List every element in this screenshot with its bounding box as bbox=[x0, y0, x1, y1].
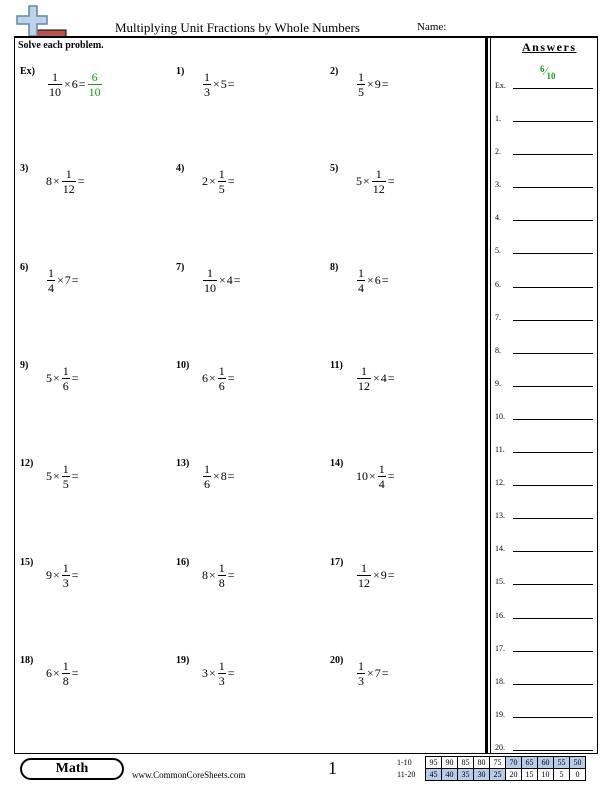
fraction bbox=[203, 70, 211, 99]
answer-row bbox=[495, 138, 593, 158]
answer-label: 4. bbox=[495, 213, 501, 223]
equals-sign: = bbox=[78, 77, 86, 91]
times-sign: × bbox=[213, 469, 220, 483]
answer-blank[interactable] bbox=[513, 684, 593, 685]
score-row bbox=[397, 769, 586, 781]
score-cell: 60 bbox=[538, 757, 554, 769]
times-sign: × bbox=[209, 174, 216, 188]
problem-expression bbox=[202, 70, 236, 99]
denominator: 12 bbox=[358, 576, 370, 590]
equals-sign: = bbox=[381, 666, 389, 680]
problem-expression bbox=[46, 659, 80, 688]
whole-number: 9 bbox=[46, 568, 52, 582]
answer-row bbox=[495, 105, 593, 125]
example-expression bbox=[47, 70, 103, 99]
fraction bbox=[47, 266, 55, 295]
problem-expression bbox=[46, 167, 86, 196]
problem-expression bbox=[356, 266, 390, 295]
denominator: 10 bbox=[204, 281, 216, 295]
equals-sign: = bbox=[233, 273, 241, 287]
fraction bbox=[62, 462, 70, 491]
answer-row bbox=[495, 304, 593, 324]
score-cell: 70 bbox=[506, 757, 522, 769]
fraction bbox=[357, 70, 365, 99]
equals-sign: = bbox=[381, 77, 389, 91]
problem-expression bbox=[356, 70, 390, 99]
answer-denominator: 10 bbox=[88, 85, 101, 99]
page-number: 1 bbox=[328, 758, 337, 778]
whole-number: 8 bbox=[220, 469, 227, 483]
equals-sign: = bbox=[71, 273, 79, 287]
numerator: 1 bbox=[204, 70, 210, 84]
fraction bbox=[62, 659, 70, 688]
denominator: 3 bbox=[62, 576, 69, 590]
answer-label: 1. bbox=[495, 114, 501, 123]
answer-blank[interactable] bbox=[513, 518, 593, 519]
problem-expression bbox=[356, 561, 396, 590]
score-cell: 25 bbox=[490, 769, 506, 781]
equals-sign: = bbox=[387, 174, 395, 188]
answer-blank[interactable] bbox=[513, 187, 593, 188]
score-row-label: 11-20 bbox=[397, 770, 416, 779]
denominator: 12 bbox=[358, 379, 370, 393]
score-cell: 85 bbox=[458, 757, 474, 769]
answer-blank[interactable] bbox=[513, 320, 593, 321]
denominator: 6 bbox=[204, 477, 210, 491]
fraction bbox=[218, 364, 226, 393]
numerator: 1 bbox=[361, 561, 367, 575]
fraction bbox=[62, 364, 70, 393]
whole-number: 5 bbox=[46, 469, 52, 483]
times-sign: × bbox=[209, 666, 216, 680]
answer-label: 2. bbox=[495, 147, 501, 157]
score-row-label: 1-10 bbox=[397, 758, 412, 767]
answer-blank[interactable] bbox=[513, 253, 593, 254]
problem-expression bbox=[202, 364, 236, 393]
times-sign: × bbox=[367, 273, 374, 287]
score-cell: 90 bbox=[442, 757, 458, 769]
answer-blank[interactable] bbox=[513, 485, 593, 486]
instructions: Solve each problem. bbox=[18, 40, 104, 51]
whole-number: 5 bbox=[220, 77, 227, 91]
problem-number: 2) bbox=[330, 66, 339, 77]
answer-row bbox=[495, 568, 593, 588]
whole-number: 6 bbox=[202, 371, 208, 385]
numerator: 1 bbox=[62, 561, 69, 575]
answer-row bbox=[495, 370, 593, 390]
equals-sign: = bbox=[227, 666, 235, 680]
example-answer: 6⁄10 bbox=[540, 64, 556, 81]
score-cell: 80 bbox=[474, 757, 490, 769]
score-row bbox=[397, 757, 586, 769]
answer-label: 13. bbox=[495, 511, 505, 521]
times-sign: × bbox=[209, 371, 216, 385]
equals-sign: = bbox=[227, 371, 235, 385]
answer-blank[interactable] bbox=[513, 584, 593, 585]
times-sign: × bbox=[53, 568, 60, 582]
whole-number: 9 bbox=[374, 77, 381, 91]
worksheet-title: Multiplying Unit Fractions by Whole Numbers bbox=[115, 20, 360, 35]
equals-sign: = bbox=[71, 568, 79, 582]
numerator: 1 bbox=[48, 266, 54, 280]
name-label: Name: bbox=[417, 21, 447, 33]
answer-row bbox=[495, 271, 593, 291]
answer-label: 5. bbox=[495, 246, 501, 256]
times-sign: × bbox=[53, 371, 60, 385]
denominator: 3 bbox=[218, 674, 225, 688]
problem-number: 15) bbox=[20, 557, 34, 568]
column-divider bbox=[486, 36, 488, 753]
answer-row bbox=[495, 237, 593, 257]
problem-number: 7) bbox=[176, 262, 185, 273]
score-table bbox=[397, 756, 586, 781]
equals-sign: = bbox=[227, 469, 235, 483]
fraction bbox=[62, 561, 70, 590]
fraction bbox=[218, 561, 226, 590]
whole-number: 5 bbox=[46, 371, 52, 385]
answer-blank[interactable] bbox=[513, 121, 593, 122]
fraction bbox=[203, 266, 217, 295]
score-cell: 35 bbox=[458, 769, 474, 781]
whole-number: 3 bbox=[202, 666, 208, 680]
answer-blank[interactable] bbox=[513, 220, 593, 221]
problem-expression bbox=[46, 462, 80, 491]
times-sign: × bbox=[373, 568, 380, 582]
problem-number: 8) bbox=[330, 262, 339, 273]
example-answer-fraction bbox=[88, 70, 102, 99]
problem-expression bbox=[356, 364, 396, 393]
numerator: 1 bbox=[218, 364, 225, 378]
problem-expression bbox=[46, 266, 80, 295]
answer-blank[interactable] bbox=[513, 452, 593, 453]
problem-expression bbox=[202, 659, 236, 688]
answer-blank[interactable] bbox=[513, 88, 593, 89]
fraction bbox=[357, 659, 365, 688]
score-cell: 45 bbox=[426, 769, 442, 781]
score-cell: 10 bbox=[538, 769, 554, 781]
equals-sign: = bbox=[71, 469, 79, 483]
answer-label: 15. bbox=[495, 577, 505, 587]
answer-label: Ex. bbox=[495, 81, 506, 90]
denominator: 4 bbox=[378, 477, 385, 491]
problem-expression bbox=[202, 462, 236, 491]
answer-row bbox=[495, 701, 593, 721]
numerator: 1 bbox=[207, 266, 213, 280]
times-sign: × bbox=[213, 77, 220, 91]
answer-label: 20. bbox=[495, 742, 505, 752]
answer-label: 16. bbox=[495, 610, 505, 620]
times-sign: × bbox=[367, 77, 374, 91]
denominator: 5 bbox=[218, 182, 225, 196]
score-cell: 5 bbox=[554, 769, 570, 781]
footer-rule bbox=[14, 753, 598, 754]
answer-row bbox=[495, 602, 593, 622]
whole-number: 9 bbox=[380, 568, 387, 582]
fraction bbox=[378, 462, 386, 491]
answer-row bbox=[495, 635, 593, 655]
times-sign: × bbox=[64, 77, 71, 91]
times-sign: × bbox=[363, 174, 370, 188]
equals-sign: = bbox=[387, 371, 395, 385]
denominator: 12 bbox=[62, 182, 75, 196]
score-cell: 30 bbox=[474, 769, 490, 781]
answer-blank[interactable] bbox=[513, 154, 593, 155]
answer-blank[interactable] bbox=[513, 651, 593, 652]
column-divider-inner bbox=[490, 36, 491, 753]
times-sign: × bbox=[57, 273, 64, 287]
denominator: 3 bbox=[204, 85, 210, 99]
times-sign: × bbox=[367, 666, 374, 680]
fraction bbox=[357, 561, 371, 590]
problem-number: 9) bbox=[20, 360, 29, 371]
fraction bbox=[218, 659, 226, 688]
numerator: 1 bbox=[218, 659, 225, 673]
answer-blank[interactable] bbox=[513, 386, 593, 387]
answer-row bbox=[495, 204, 593, 224]
whole-number: 5 bbox=[356, 174, 362, 188]
fraction bbox=[48, 70, 62, 99]
answer-label: 3. bbox=[495, 180, 501, 190]
whole-number: 6 bbox=[46, 666, 52, 680]
problem-expression bbox=[356, 167, 396, 196]
numerator: 1 bbox=[361, 364, 367, 378]
whole-number: 4 bbox=[380, 371, 387, 385]
whole-number: 8 bbox=[202, 568, 208, 582]
problem-expression bbox=[356, 659, 390, 688]
answer-label: 10. bbox=[495, 411, 505, 421]
answer-label: 6. bbox=[495, 279, 501, 289]
answer-label: 11. bbox=[495, 445, 505, 454]
answer-label: 14. bbox=[495, 544, 505, 554]
denominator: 4 bbox=[48, 281, 54, 295]
answer-label: 8. bbox=[495, 345, 501, 355]
problem-number: 18) bbox=[20, 655, 34, 666]
denominator: 5 bbox=[358, 85, 364, 99]
answer-row bbox=[495, 469, 593, 489]
score-cell: 65 bbox=[522, 757, 538, 769]
score-cell: 0 bbox=[570, 769, 586, 781]
problem-number: 4) bbox=[176, 163, 185, 174]
answer-label: 18. bbox=[495, 676, 505, 686]
answer-row-example bbox=[495, 72, 593, 92]
fraction bbox=[357, 266, 365, 295]
answer-blank[interactable] bbox=[513, 551, 593, 552]
times-sign: × bbox=[369, 469, 376, 483]
fraction bbox=[357, 364, 371, 393]
numerator: 1 bbox=[375, 167, 382, 181]
numerator: 1 bbox=[62, 462, 69, 476]
equals-sign: = bbox=[227, 174, 235, 188]
answer-blank[interactable] bbox=[513, 618, 593, 619]
whole-number: 6 bbox=[374, 273, 381, 287]
problem-number: 20) bbox=[330, 655, 344, 666]
denominator: 4 bbox=[358, 281, 364, 295]
equals-sign: = bbox=[71, 666, 79, 680]
answer-row bbox=[495, 436, 593, 456]
answer-row bbox=[495, 668, 593, 688]
denominator: 6 bbox=[218, 379, 225, 393]
problem-number: 1) bbox=[176, 66, 185, 77]
answer-blank[interactable] bbox=[513, 750, 593, 751]
answer-row bbox=[495, 502, 593, 522]
answer-row bbox=[495, 171, 593, 191]
answers-title: Answers bbox=[522, 40, 577, 54]
denominator: 5 bbox=[62, 477, 69, 491]
problem-number: 11) bbox=[330, 360, 343, 371]
equals-sign: = bbox=[77, 174, 85, 188]
answer-label: 7. bbox=[495, 312, 501, 322]
numerator: 1 bbox=[52, 70, 58, 84]
problem-number: 6) bbox=[20, 262, 29, 273]
fraction bbox=[62, 167, 76, 196]
times-sign: × bbox=[53, 666, 60, 680]
numerator: 1 bbox=[358, 659, 364, 673]
answer-blank[interactable] bbox=[513, 353, 593, 354]
score-cell: 75 bbox=[490, 757, 506, 769]
times-sign: × bbox=[53, 174, 60, 188]
numerator: 1 bbox=[218, 167, 225, 181]
problem-number: 16) bbox=[176, 557, 190, 568]
numerator: 1 bbox=[62, 659, 69, 673]
right-border bbox=[597, 36, 598, 753]
equals-sign: = bbox=[227, 77, 235, 91]
denominator: 8 bbox=[62, 674, 69, 688]
answer-row bbox=[495, 535, 593, 555]
problem-expression bbox=[46, 561, 80, 590]
fraction bbox=[372, 167, 386, 196]
answer-blank[interactable] bbox=[513, 287, 593, 288]
score-cell: 20 bbox=[506, 769, 522, 781]
answer-blank[interactable] bbox=[513, 419, 593, 420]
problem-expression bbox=[46, 364, 80, 393]
times-sign: × bbox=[53, 469, 60, 483]
equals-sign: = bbox=[387, 469, 395, 483]
problem-number: Ex) bbox=[20, 66, 35, 77]
whole-number: 7 bbox=[64, 273, 71, 287]
whole-number: 10 bbox=[356, 469, 368, 483]
answer-label: 12. bbox=[495, 478, 505, 488]
equals-sign: = bbox=[387, 568, 395, 582]
problem-expression bbox=[202, 167, 236, 196]
equals-sign: = bbox=[381, 273, 389, 287]
answer-numerator: 6 bbox=[91, 70, 98, 84]
answer-blank[interactable] bbox=[513, 717, 593, 718]
answer-row bbox=[495, 337, 593, 357]
times-sign: × bbox=[373, 371, 380, 385]
numerator: 1 bbox=[204, 462, 210, 476]
answer-label: 9. bbox=[495, 378, 501, 388]
problem-number: 3) bbox=[20, 163, 29, 174]
problem-expression bbox=[202, 561, 236, 590]
numerator: 1 bbox=[358, 70, 364, 84]
website-link[interactable]: www.CommonCoreSheets.com bbox=[132, 770, 246, 780]
problem-number: 10) bbox=[176, 360, 190, 371]
equals-sign: = bbox=[71, 371, 79, 385]
problem-number: 12) bbox=[20, 458, 34, 469]
numerator: 1 bbox=[358, 266, 364, 280]
whole-number: 2 bbox=[202, 174, 208, 188]
problem-number: 19) bbox=[176, 655, 190, 666]
whole-number: 4 bbox=[226, 273, 233, 287]
whole-number: 8 bbox=[46, 174, 52, 188]
numerator: 1 bbox=[218, 561, 225, 575]
answer-row bbox=[495, 734, 593, 754]
score-cell: 55 bbox=[554, 757, 570, 769]
answer-label: 19. bbox=[495, 709, 505, 719]
answer-label: 17. bbox=[495, 643, 505, 653]
denominator: 6 bbox=[62, 379, 69, 393]
problems-frame bbox=[14, 36, 486, 753]
times-sign: × bbox=[219, 273, 226, 287]
fraction bbox=[218, 167, 226, 196]
answer-row bbox=[495, 403, 593, 423]
score-cell: 50 bbox=[570, 757, 586, 769]
whole-number: 7 bbox=[374, 666, 381, 680]
problem-number: 17) bbox=[330, 557, 344, 568]
denominator: 8 bbox=[218, 576, 225, 590]
fraction bbox=[203, 462, 211, 491]
equals-sign: = bbox=[227, 568, 235, 582]
plus-sign-logo-icon bbox=[14, 4, 70, 38]
math-badge: Math bbox=[20, 758, 124, 780]
denominator: 3 bbox=[358, 674, 364, 688]
problem-number: 13) bbox=[176, 458, 190, 469]
times-sign: × bbox=[209, 568, 216, 582]
problem-expression bbox=[356, 462, 396, 491]
problem-expression bbox=[202, 266, 242, 295]
denominator: 12 bbox=[372, 182, 385, 196]
whole-number: 6 bbox=[71, 77, 78, 91]
numerator: 1 bbox=[378, 462, 385, 476]
example-answer-denominator: 10 bbox=[546, 71, 556, 81]
numerator: 1 bbox=[65, 167, 72, 181]
problem-number: 14) bbox=[330, 458, 344, 469]
score-cell: 40 bbox=[442, 769, 458, 781]
score-cell: 15 bbox=[522, 769, 538, 781]
example-answer-numerator: 6 bbox=[540, 64, 545, 74]
numerator: 1 bbox=[62, 364, 69, 378]
problem-number: 5) bbox=[330, 163, 339, 174]
denominator: 10 bbox=[49, 85, 61, 99]
score-cell: 95 bbox=[426, 757, 442, 769]
